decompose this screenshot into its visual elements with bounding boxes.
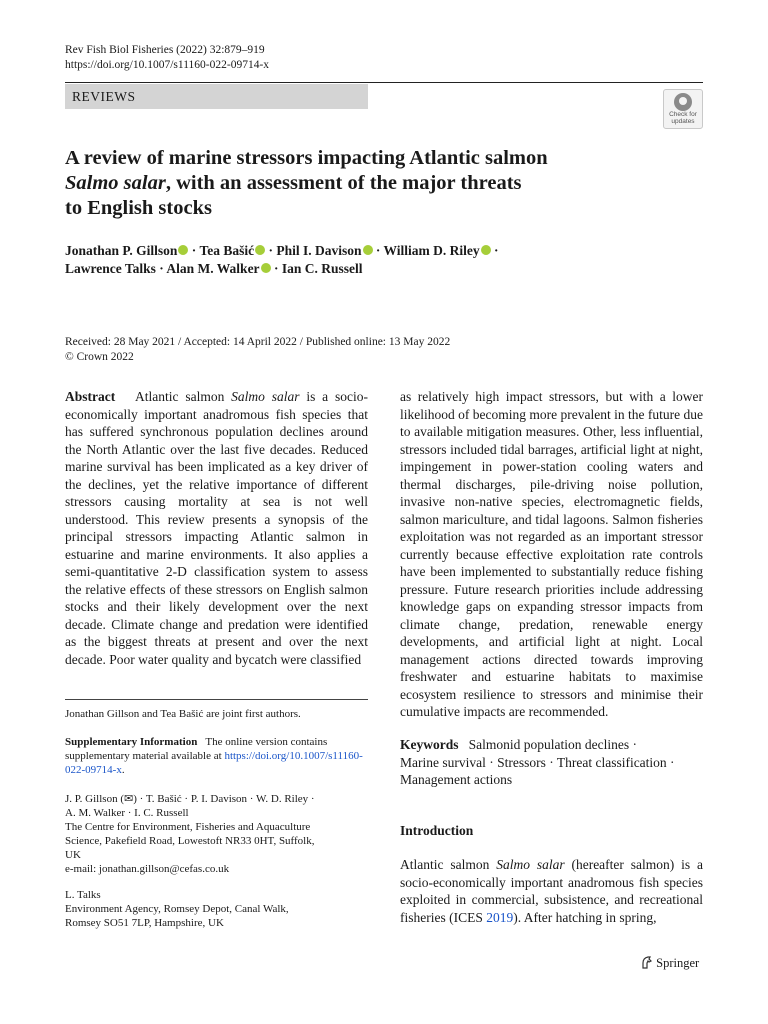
orcid-icon[interactable] [363, 245, 373, 255]
title-part1: A review of marine stressors impacting Atlantic salmon [65, 147, 548, 169]
intro-species: Salmo salar [496, 857, 565, 872]
orcid-icon[interactable] [261, 263, 271, 273]
supplementary-end: . [121, 764, 125, 776]
affiliation-line: UK [65, 849, 81, 861]
dates-line: Received: 28 May 2021 / Accepted: 14 April 2022 / Published online: 13 May 2022 [65, 336, 451, 348]
abstract-body2: as relatively high impact stressors, but with a lower likelihood of becoming more prevalent in the future due to available mitigation measures. Other, less influential, stressors included tidal barrages, artificial light at night, impingement in power-station cooling waters and thermal discharges, pile-driving noise pollution, invasive non-native species, electromagnetic fields, salmon mariculture, and tidal lagoons. Salmon fisheries exploitation was not regarded as an important stressor currently because effective exploitation rate controls have been implemented to substantially reduce fishing pressure. Future research priorities include addressing knowledge gaps on expanding stressor impacts from climate change, predation, renewable energy developments, and artificial light at night. Local management actions directed towards improving freshwater and estuarine habitats to maximise ecosystem resilience to stressors and minimise their cumulative impacts are recommended. [400, 389, 703, 719]
footnote-rule [65, 699, 368, 700]
supplementary-text: The online version contains supplementary material available at [65, 736, 328, 762]
journal-header [65, 43, 269, 73]
joint-author-footnote: Jonathan Gillson and Tea Bašić are joint first authors. [65, 708, 301, 720]
author-name[interactable]: Alan M. Walker [166, 261, 260, 276]
publisher-logo [640, 955, 699, 971]
abstract-column-right [400, 388, 703, 721]
title-part2: , with an assessment of the major threats [165, 172, 522, 194]
author-name[interactable]: Ian C. Russell [281, 261, 363, 276]
intro-citation-link[interactable]: 2019 [486, 909, 514, 925]
author-name[interactable]: William D. Riley [383, 243, 480, 258]
abstract-body1: is a socio-economically important anadromous fish species that has suffered synchronous population declines around the North Atlantic over the last five decades. Reduced marine survival has been implicated as a key driver of the declines, yet the relative importance of different stressors causing mortality at sea is not well understood. This review presents a synopsis of the principal stressors impacting Atlantic salmon in estuarine and marine environments. It also applies a semi-quantitative 2-D classification system to assess the relative effects of these stressors on English salmon stocks and their likely development over the next decade. Climate change and predation were identified as the biggest threats at present and over the next decade. Poor water quality and bycatch were classified [65, 389, 368, 667]
author-name[interactable]: Jonathan P. Gillson [65, 243, 178, 258]
affiliation-line: L. Talks [65, 889, 101, 901]
author-name[interactable]: Tea Bašić [199, 243, 255, 258]
keywords-line2: Marine survival · Stressors · Threat classification · [400, 754, 675, 770]
check-updates-line1: Check for [669, 111, 697, 118]
abstract-species: Salmo salar [231, 389, 300, 404]
affiliation-line: Romsey SO51 7LP, Hampshire, UK [65, 917, 224, 929]
author-name[interactable]: Lawrence Talks [65, 261, 156, 276]
title-species: Salmo salar [65, 172, 166, 194]
affiliation-line: Environment Agency, Romsey Depot, Canal Walk, [65, 903, 289, 915]
abstract-label: Abstract [65, 389, 116, 404]
journal-citation: Rev Fish Biol Fisheries (2022) 32:879–919 [65, 44, 265, 56]
journal-doi[interactable]: https://doi.org/10.1007/s11160-022-09714-x [65, 59, 270, 71]
publisher-name: Springer [656, 956, 700, 970]
publication-dates [65, 335, 450, 365]
orcid-icon[interactable] [255, 245, 265, 255]
keywords-line3: Management actions [400, 772, 513, 787]
corresponding-email[interactable]: e-mail: jonathan.gillson@cefas.co.uk [65, 863, 230, 875]
introduction-text [400, 856, 703, 926]
springer-horse-icon [640, 956, 653, 969]
abstract-column-left [65, 388, 368, 668]
supplementary-info [65, 735, 368, 777]
keywords-block [400, 736, 703, 789]
affiliation-line: The Centre for Environment, Fisheries and Aquaculture [65, 821, 311, 833]
keywords-line1: Salmonid population declines · [468, 737, 637, 752]
orcid-icon[interactable] [178, 245, 188, 255]
title-part3: to English stocks [65, 197, 212, 219]
intro-body: (hereafter salmon) is a socio-economically important anadromous fish species exploited in commercial, subsistence, and recreational fisheries (ICES [400, 857, 703, 925]
article-title [65, 146, 625, 221]
intro-lead: Atlantic salmon [400, 857, 497, 872]
affiliation-line: A. M. Walker · I. C. Russell [65, 807, 189, 819]
introduction-heading: Introduction [400, 823, 474, 838]
check-updates-line2: updates [671, 118, 695, 125]
supplementary-link[interactable]: https://doi.org/10.1007/s11160-022-09714-x [65, 750, 363, 776]
intro-tail: ). After hatching in spring, [513, 909, 657, 925]
affiliation-line: J. P. Gillson (✉) · T. Bašić · P. I. Davison · W. D. Riley · [65, 793, 315, 805]
author-name[interactable]: Phil I. Davison [276, 243, 362, 258]
orcid-icon[interactable] [481, 245, 491, 255]
affiliation-cefas [65, 792, 368, 876]
check-for-updates-button[interactable] [663, 89, 703, 129]
supplementary-label: Supplementary Information [65, 736, 198, 748]
affiliation-environment-agency [65, 888, 368, 930]
crossmark-icon [674, 93, 692, 111]
affiliation-line: Science, Pakefield Road, Lowestoft NR33 0HT, Suffolk, [65, 835, 315, 847]
author-list: Jonathan P. Gillson · Tea Bašić · Phil I. Davison · William D. Riley · Lawrence Talks · Alan M. Walker · Ian C. Russell [65, 243, 499, 276]
copyright: © Crown 2022 [65, 351, 134, 363]
abstract-lead: Atlantic salmon [135, 389, 232, 404]
section-label: REVIEWS [65, 84, 368, 109]
keywords-label: Keywords [400, 737, 459, 752]
header-rule [65, 82, 703, 83]
